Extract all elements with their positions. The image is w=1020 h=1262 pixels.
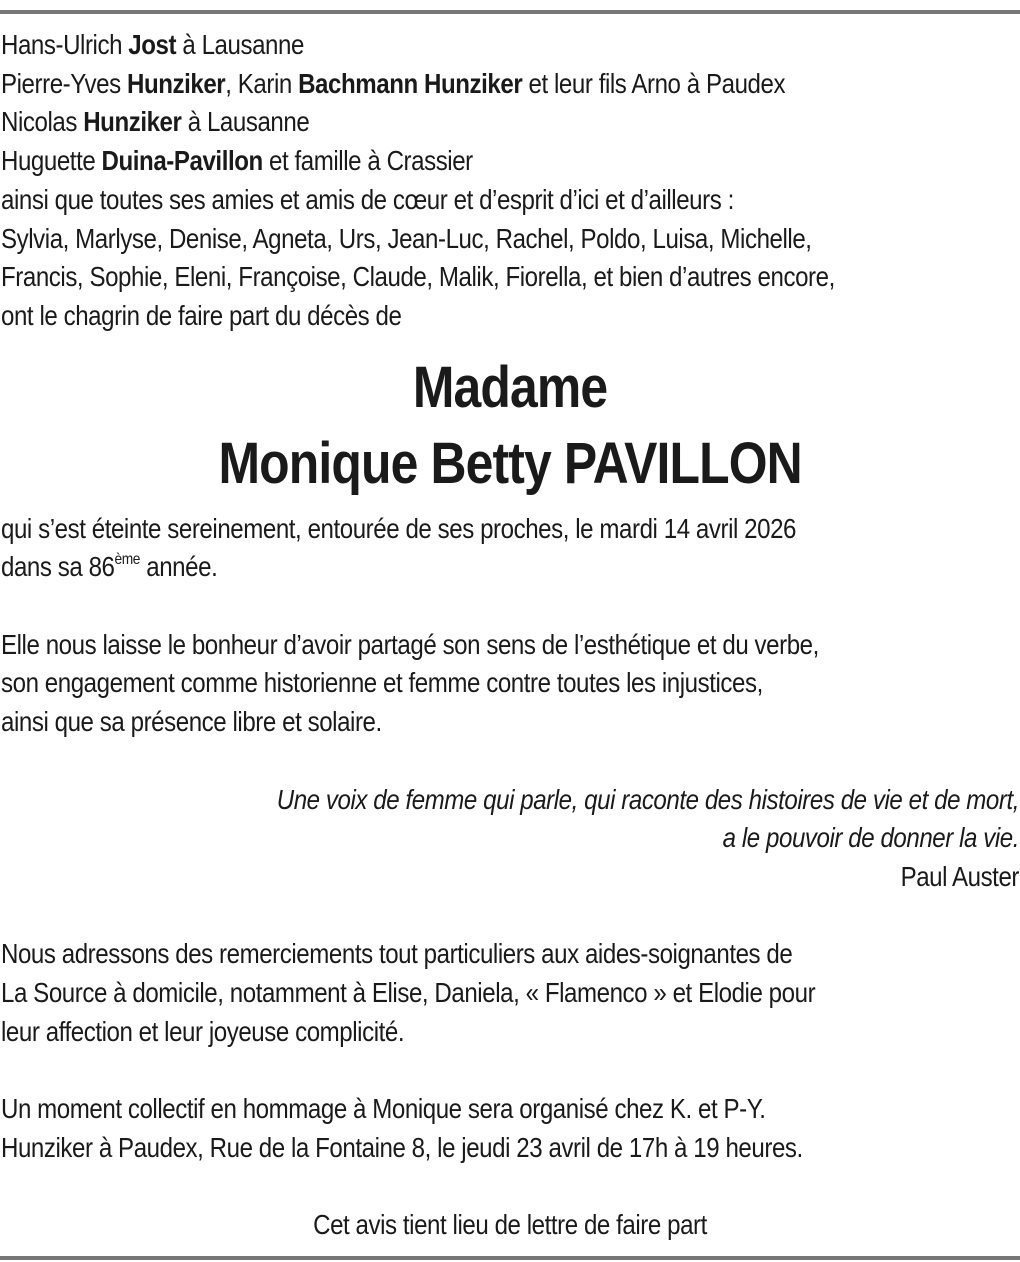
top-rule (0, 10, 1020, 14)
ceremony-line-1: Un moment collectif en hommage à Monique sera organisé chez K. et P-Y. (1, 1093, 766, 1125)
death-notice-line-2: dans sa 86ème année. (1, 551, 218, 583)
thanks-line-3: leur affection et leur joyeuse complicité. (1, 1015, 405, 1047)
bottom-rule (0, 1256, 1020, 1260)
friends-list-1: Sylvia, Marlyse, Denise, Agneta, Urs, Jean-Luc, Rachel, Poldo, Luisa, Michelle, (1, 222, 812, 254)
death-notice-line-1: qui s’est éteinte sereinement, entourée de ses proches, le mardi 14 avril 2026 (1, 512, 797, 544)
family-line-duina-pavillon: Huguette Duina-Pavillon et famille à Crassier (1, 145, 473, 177)
announcement: ont le chagrin de faire part du décès de (1, 299, 402, 331)
deceased-name: Monique Betty PAVILLON (218, 430, 802, 496)
tribute-line-3: ainsi que sa présence libre et solaire. (1, 706, 382, 738)
family-line-nicolas: Nicolas Hunziker à Lausanne (1, 106, 310, 138)
ceremony-line-2: Hunziker à Paudex, Rue de la Fontaine 8, le jeudi 23 avril de 17h à 19 heures. (1, 1131, 803, 1163)
tribute-line-2: son engagement comme historienne et femme contre toutes les injustices, (1, 667, 763, 699)
obituary-notice (1, 26, 1019, 1245)
honorific: Madame (412, 354, 608, 420)
thanks-line-2: La Source à domicile, notamment à Elise, Daniela, « Flamenco » et Elodie pour (1, 977, 816, 1009)
quote-line-2: a le pouvoir de donner la vie. (722, 822, 1019, 854)
tribute-line-1: Elle nous laisse le bonheur d’avoir partagé son sens de l’esthétique et du verbe, (1, 628, 819, 660)
friends-list-2: Francis, Sophie, Eleni, Françoise, Claude, Malik, Fiorella, et bien d’autres encore, (1, 261, 835, 293)
deceased-name-block (1, 350, 1019, 502)
thanks-line-1: Nous adressons des remerciements tout particuliers aux aides-soignantes de (1, 938, 793, 970)
family-line-jost: Hans-Ulrich Jost à Lausanne (1, 29, 304, 60)
footer-note: Cet avis tient lieu de lettre de faire part (313, 1209, 707, 1241)
quote-author: Paul Auster (900, 860, 1019, 892)
family-line-hunziker-bachmann: Pierre-Yves Hunziker, Karin Bachmann Hunziker et leur fils Arno à Paudex (1, 67, 786, 99)
quote-line-1: Une voix de femme qui parle, qui raconte des histoires de vie et de mort, (276, 783, 1019, 815)
friends-intro: ainsi que toutes ses amies et amis de cœur et d’esprit d’ici et d’ailleurs : (1, 183, 734, 215)
